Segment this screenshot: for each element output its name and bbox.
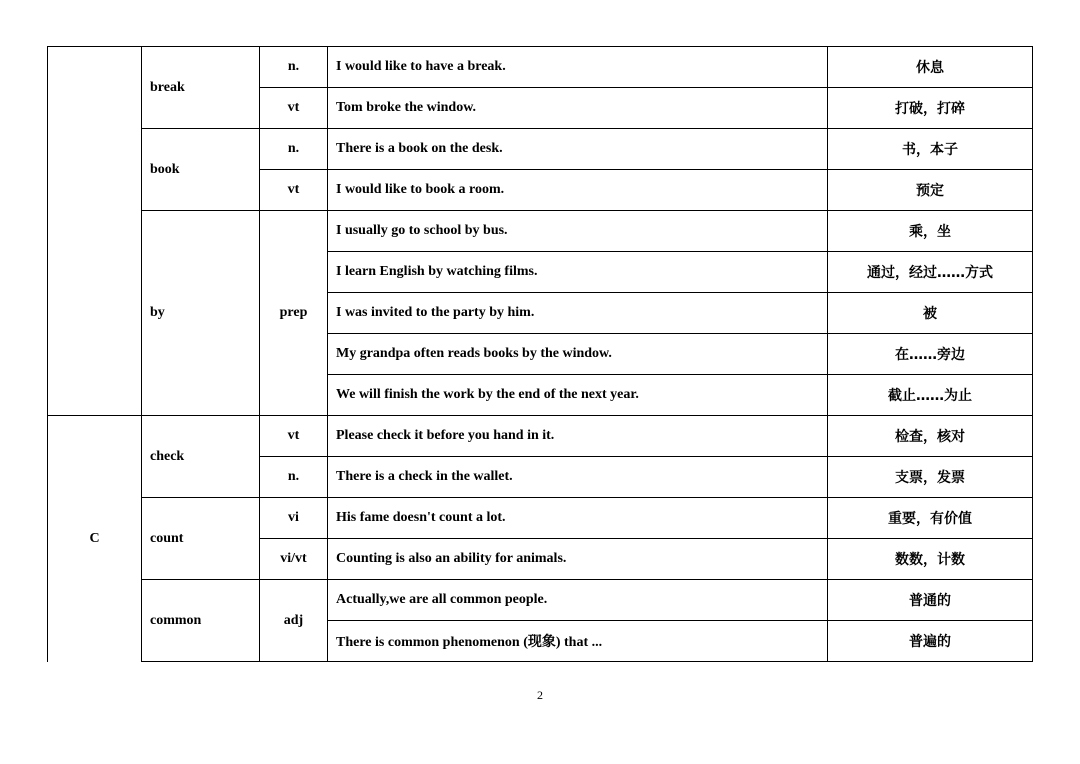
- letter-cell: [48, 47, 142, 416]
- example-cell: I learn English by watching films.: [328, 252, 828, 293]
- meaning-cell: 支票，发票: [828, 457, 1033, 498]
- meaning-cell: 检查，核对: [828, 416, 1033, 457]
- table-row: [48, 498, 1033, 539]
- pos-cell: vi/vt: [260, 539, 328, 580]
- pos-cell: n.: [260, 457, 328, 498]
- meaning-cell: 通过，经过……方式: [828, 252, 1033, 293]
- meaning-cell: 重要，有价值: [828, 498, 1033, 539]
- pos-cell: vt: [260, 88, 328, 129]
- word-cell-by: by: [142, 211, 260, 416]
- meaning-cell: 截止……为止: [828, 375, 1033, 416]
- pos-cell: vi: [260, 498, 328, 539]
- example-cell: Tom broke the window.: [328, 88, 828, 129]
- pos-cell: prep: [260, 211, 328, 416]
- example-cell: Please check it before you hand in it.: [328, 416, 828, 457]
- meaning-cell: 书，本子: [828, 129, 1033, 170]
- meaning-cell: 乘，坐: [828, 211, 1033, 252]
- table-row: [48, 580, 1033, 621]
- example-cell: His fame doesn't count a lot.: [328, 498, 828, 539]
- example-cell: There is common phenomenon (现象) that ...: [328, 621, 828, 662]
- example-cell: I was invited to the party by him.: [328, 293, 828, 334]
- meaning-cell: 被: [828, 293, 1033, 334]
- vocabulary-table: [47, 46, 1033, 662]
- pos-cell: n.: [260, 47, 328, 88]
- table-row: [48, 47, 1033, 88]
- letter-cell: C: [48, 416, 142, 662]
- example-cell: I usually go to school by bus.: [328, 211, 828, 252]
- meaning-cell: 在……旁边: [828, 334, 1033, 375]
- table-row: [48, 211, 1033, 252]
- word-cell-check: check: [142, 416, 260, 498]
- word-cell-break: break: [142, 47, 260, 129]
- example-cell: Actually,we are all common people.: [328, 580, 828, 621]
- example-cell: There is a book on the desk.: [328, 129, 828, 170]
- example-cell: I would like to have a break.: [328, 47, 828, 88]
- meaning-cell: 普通的: [828, 580, 1033, 621]
- pos-cell: n.: [260, 129, 328, 170]
- word-cell-count: count: [142, 498, 260, 580]
- table-row: [48, 129, 1033, 170]
- word-cell-common: common: [142, 580, 260, 662]
- meaning-cell: 数数，计数: [828, 539, 1033, 580]
- example-cell: Counting is also an ability for animals.: [328, 539, 828, 580]
- table-row: [48, 416, 1033, 457]
- example-cell: We will finish the work by the end of the next year.: [328, 375, 828, 416]
- word-cell-book: book: [142, 129, 260, 211]
- page-number: 2: [537, 688, 543, 702]
- meaning-cell: 普遍的: [828, 621, 1033, 662]
- pos-cell: vt: [260, 170, 328, 211]
- pos-cell: adj: [260, 580, 328, 662]
- example-cell: My grandpa often reads books by the window.: [328, 334, 828, 375]
- example-cell: I would like to book a room.: [328, 170, 828, 211]
- meaning-cell: 预定: [828, 170, 1033, 211]
- meaning-cell: 休息: [828, 47, 1033, 88]
- meaning-cell: 打破，打碎: [828, 88, 1033, 129]
- example-cell: There is a check in the wallet.: [328, 457, 828, 498]
- pos-cell: vt: [260, 416, 328, 457]
